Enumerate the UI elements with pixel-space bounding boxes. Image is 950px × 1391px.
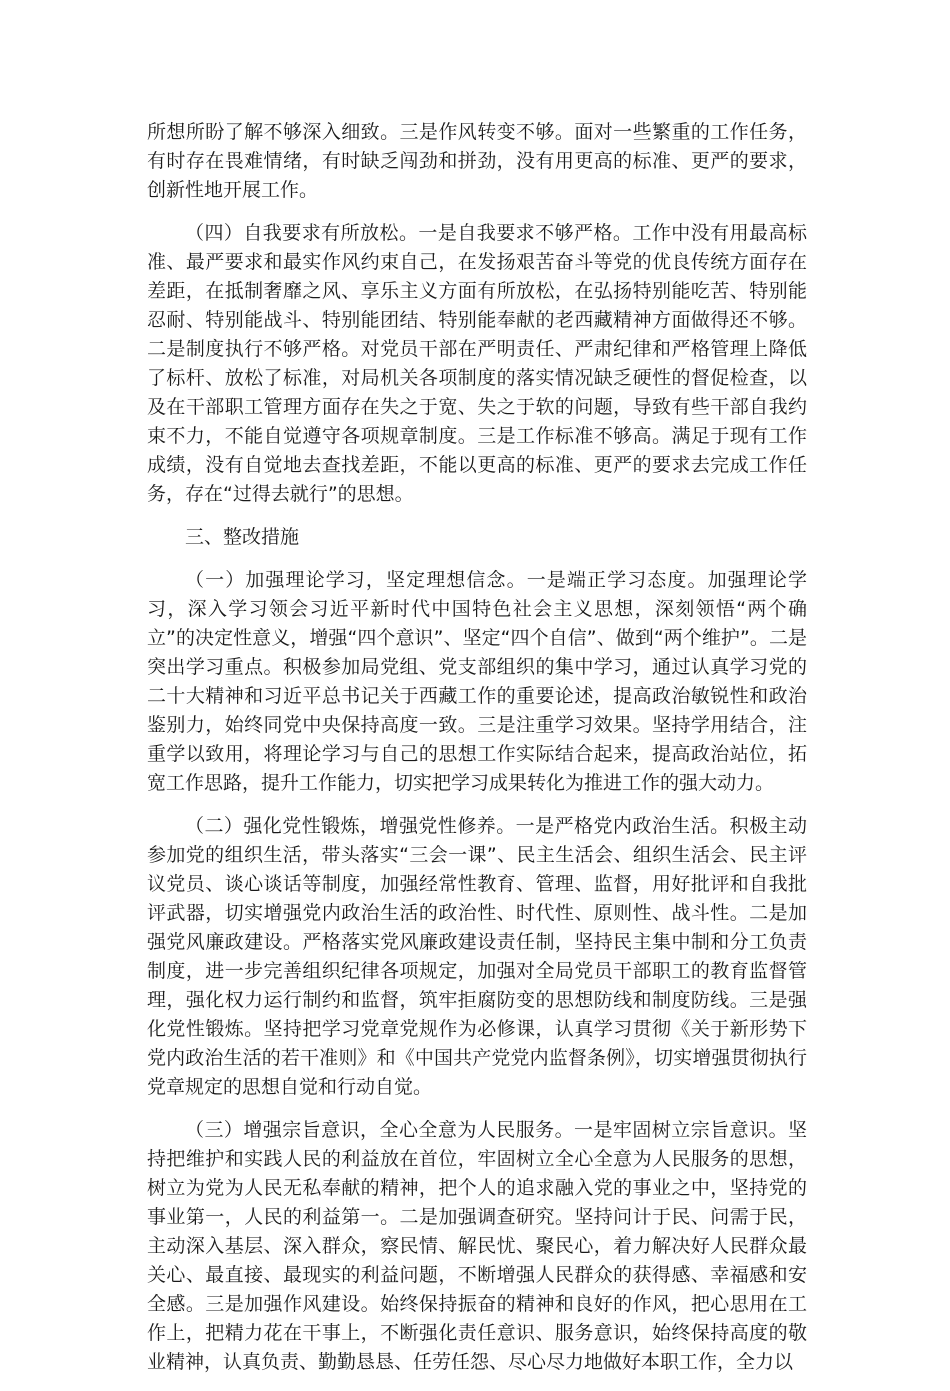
paragraph-party-spirit: （二）强化党性锻炼，增强党性修养。一是严格党内政治生活。积极主动参加党的组织生活，带头落实“三会一课”、民主生活会、组织生活会、民主评议党员、谈心谈话等制度，加强经常性教育、管理、监督，用好批评和自我批评武器，切实增强党内政治生活的政治性、时代性、原则性、战斗性。二是加强党风廉政建设。严格落实党风廉政建设责任制，坚持民主集中制和分工负责制度，进一步完善组织纪律各项规定，加强对全局党员干部职工的教育监督管理，强化权力运行制约和监督，筑牢拒腐防变的思想防线和制度防线。三是强化党性锻炼。坚持把学习党章党规作为必修课，认真学习贯彻《关于新形势下党内政治生活的若干准则》和《中国共产党党内监督条例》，切实增强贯彻执行党章规定的思想自觉和行动自觉。 <box>147 815 807 1098</box>
paragraph-theory-study: （一）加强理论学习，坚定理想信念。一是端正学习态度。加强理论学习，深入学习领会习近平新时代中国特色社会主义思想，深刻领悟“两个确立”的决定性意义，增强“四个意识”、坚定“四个自信”、做到“两个维护”。二是突出学习重点。积极参加局党组、党支部组织的集中学习，通过认真学习党的二十大精神和习近平总书记关于西藏工作的重要论述，提高政治敏锐性和政治鉴别力，始终同党中央保持高度一致。三是注重学习效果。坚持学用结合，注重学以致用，将理论学习与自己的思想工作实际结合起来，提高政治站位，拓宽工作思路，提升工作能力，切实把学习成果转化为推进工作的强大动力。 <box>147 569 807 794</box>
paragraph-self-discipline: （四）自我要求有所放松。一是自我要求不够严格。工作中没有用最高标准、最严要求和最实作风约束自己，在发扬艰苦奋斗等党的优良传统方面存在差距，在抵制奢靡之风、享乐主义方面有所放松，在弘扬特别能吃苦、特别能忍耐、特别能战斗、特别能团结、特别能奉献的老西藏精神方面做得还不够。二是制度执行不够严格。对党员干部在严明责任、严肃纪律和严格管理上降低了标杆、放松了标准，对局机关各项制度的落实情况缺乏硬性的督促检查，以及在干部职工管理方面存在失之于宽、失之于软的问题，导致有些干部自我约束不力，不能自觉遵守各项规章制度。三是工作标准不够高。满足于现有工作成绩，没有自觉地去查找差距，不能以更高的标准、更严的要求去完成工作任务，存在“过得去就行”的思想。 <box>147 222 807 505</box>
document-page <box>147 118 807 1391</box>
section-heading-rectification: 三、整改措施 <box>185 526 300 548</box>
paragraph-continued: 所想所盼了解不够深入细致。三是作风转变不够。面对一些繁重的工作任务，有时存在畏难情绪，有时缺乏闯劲和拼劲，没有用更高的标准、更严的要求，创新性地开展工作。 <box>147 121 807 201</box>
paragraph-serve-people: （三）增强宗旨意识，全心全意为人民服务。一是牢固树立宗旨意识。坚持把维护和实践人民的利益放在首位，牢固树立全心全意为人民服务的思想，树立为党为人民无私奉献的精神，把个人的追求融入党的事业之中，坚持党的事业第一，人民的利益第一。二是加强调查研究。坚持问计于民、问需于民，主动深入基层、深入群众，察民情、解民忧、聚民心，着力解决好人民群众最关心、最直接、最现实的利益问题，不断增强人民群众的获得感、幸福感和安全感。三是加强作风建设。始终保持振奋的精神和良好的作风，把心思用在工作上，把精力花在干事上，不断强化责任意识、服务意识，始终保持高度的敬业精神，认真负责、勤勤恳恳、任劳任怨、尽心尽力地做好本职工作，全力以 <box>147 1119 807 1373</box>
